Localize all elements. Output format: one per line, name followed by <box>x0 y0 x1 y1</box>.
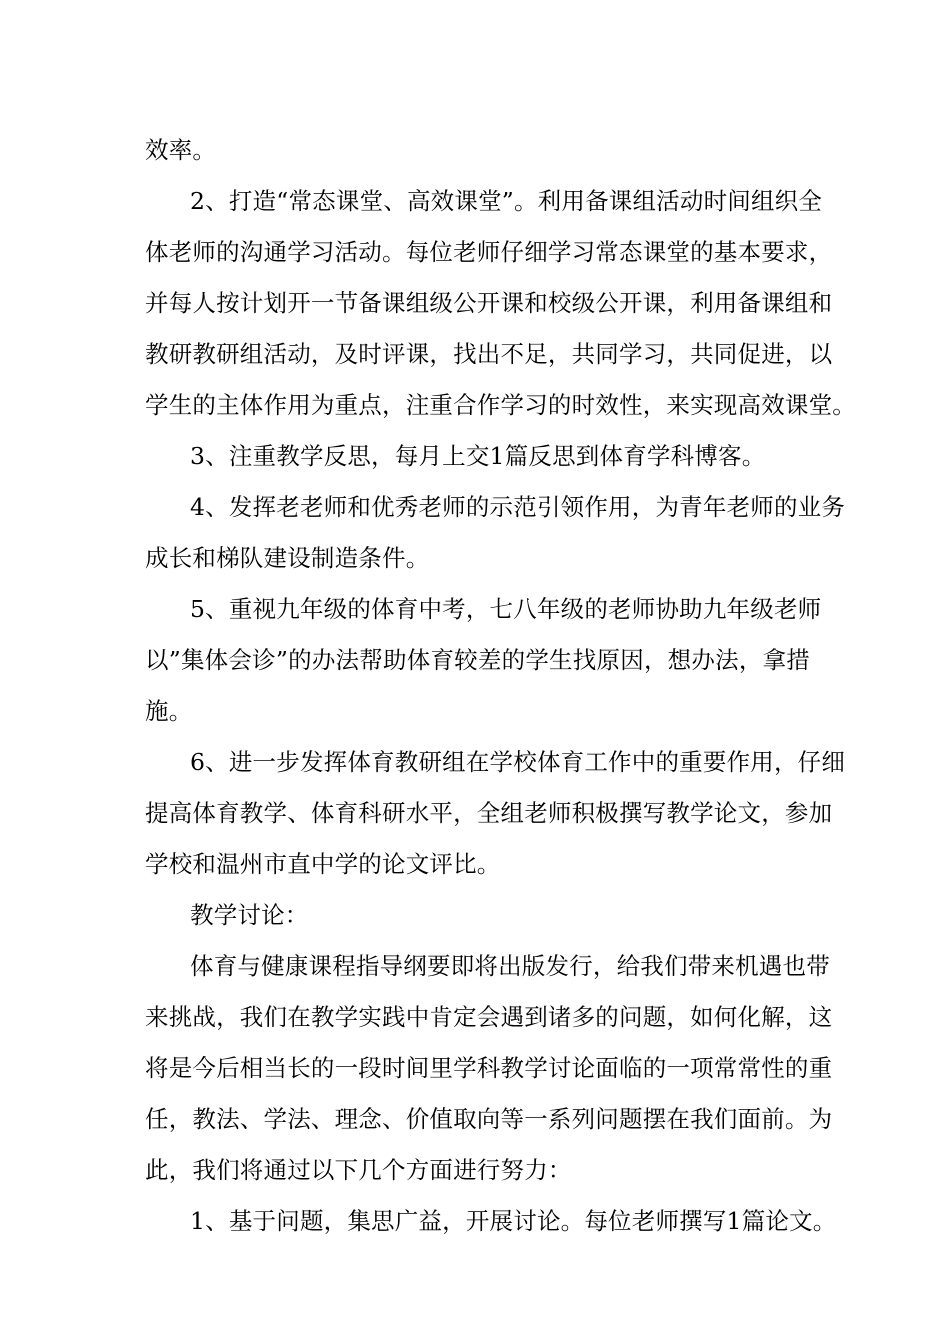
text-line: 效率。 <box>145 136 217 164</box>
text-line: 任，教法、学法、理念、价值取向等一系列问题摆在我们面前。为 <box>145 1105 833 1133</box>
paragraph-start-line: 5、重视九年级的体育中考，七八年级的老师协助九年级老师 <box>190 595 822 623</box>
text-line: 将是今后相当长的一段时间里学科教学讨论面临的一项常常性的重 <box>145 1054 833 1082</box>
text-line: 教研教研组活动，及时评课，找出不足，共同学习，共同促进，以 <box>145 340 833 368</box>
text-line: 施。 <box>145 697 193 725</box>
text-line: 成长和梯队建设制造条件。 <box>145 544 430 572</box>
text-line: 体老师的沟通学习活动。每位老师仔细学习常态课堂的基本要求， <box>145 238 833 266</box>
paragraph-start-line: 6、进一步发挥体育教研组在学校体育工作中的重要作用，仔细 <box>190 748 846 776</box>
paragraph-start-line: 2、打造“常态课堂、高效课堂”。利用备课组活动时间组织全 <box>190 187 823 215</box>
paragraph-start-line: 3、注重教学反思，每月上交1篇反思到体育学科博客。 <box>190 442 766 470</box>
text-line: 提高体育教学、体育科研水平，全组老师积极撰写教学论文，参加 <box>145 799 833 827</box>
text-line: 此，我们将通过以下几个方面进行努力： <box>145 1156 572 1184</box>
paragraph-start-line: 1、基于问题，集思广益，开展讨论。每位老师撰写1篇论文。 <box>190 1207 837 1235</box>
section-heading: 教学讨论： <box>190 901 309 929</box>
text-line: 来挑战，我们在教学实践中肯定会遇到诸多的问题，如何化解，这 <box>145 1003 833 1031</box>
text-line: 并每人按计划开一节备课组级公开课和校级公开课，利用备课组和 <box>145 289 833 317</box>
paragraph-start-line: 体育与健康课程指导纲要即将出版发行，给我们带来机遇也带 <box>190 952 830 980</box>
text-line: 学校和温州市直中学的论文评比。 <box>145 850 501 878</box>
paragraph-start-line: 4、发挥老老师和优秀老师的示范引领作用，为青年老师的业务 <box>190 493 846 521</box>
text-line: 学生的主体作用为重点，注重合作学习的时效性，来实现高效课堂。 <box>145 391 856 419</box>
text-line: 以”集体会诊”的办法帮助体育较差的学生找原因，想办法，拿措 <box>145 646 810 674</box>
